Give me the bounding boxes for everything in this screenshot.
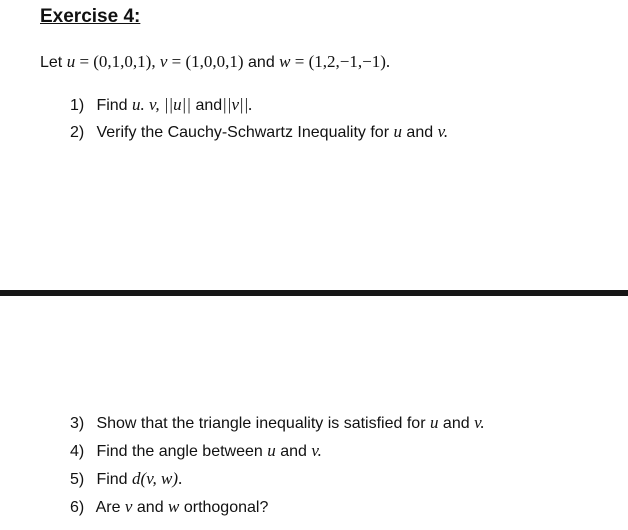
question-text: Find the angle between [96,443,268,460]
question-text-mid: and [132,499,169,516]
question-4 [70,441,322,461]
question-math: u. v, ||u|| [132,95,192,114]
question-text: Find [96,97,133,114]
question-math: u [393,122,402,141]
question-number: 3) [70,415,85,432]
question-5 [70,469,182,489]
question-text-mid: and [275,443,312,460]
question-math-2: w [168,497,180,516]
question-math: u [429,413,439,432]
question-math-2: ||v||. [222,95,253,114]
intro-let: Let [40,54,67,71]
section-divider [0,290,628,296]
question-text-mid: and [438,415,475,432]
question-2 [70,122,448,142]
question-math-2: v. [437,122,449,141]
question-number: 6) [70,499,85,516]
question-text: Find [96,471,133,488]
question-text-mid: and [401,124,438,141]
intro-w-var: w [279,52,291,71]
question-text-post: orthogonal? [179,499,269,516]
question-number: 2) [70,124,85,141]
intro-u-value: = (0,1,0,1), [75,52,160,71]
intro-u-var: u [66,52,76,71]
question-6 [70,497,268,517]
intro-w-value: = (1,2,−1,−1). [290,52,391,71]
question-math-2: v. [311,441,322,460]
intro-v-value: = (1,0,0,1) [167,52,244,71]
question-number: 5) [70,471,85,488]
question-math: v [124,497,133,516]
question-math: d(v, w) [132,469,178,488]
exercise-title: Exercise 4: [40,6,141,27]
question-text: Verify the Cauchy-Schwartz Inequality for [96,124,394,141]
question-3 [70,413,485,433]
question-math-2: . [177,469,183,488]
question-text: Are [95,499,125,516]
intro-v-var: v [159,52,168,71]
question-number: 1) [70,97,85,114]
intro-line [40,52,390,72]
question-text-mid: and [191,97,223,114]
question-1 [70,95,253,115]
intro-and: and [243,54,280,71]
question-text: Show that the triangle inequality is satisfied for [96,415,430,432]
question-math: u [267,441,276,460]
question-number: 4) [70,443,85,460]
question-math-2: v. [474,413,485,432]
